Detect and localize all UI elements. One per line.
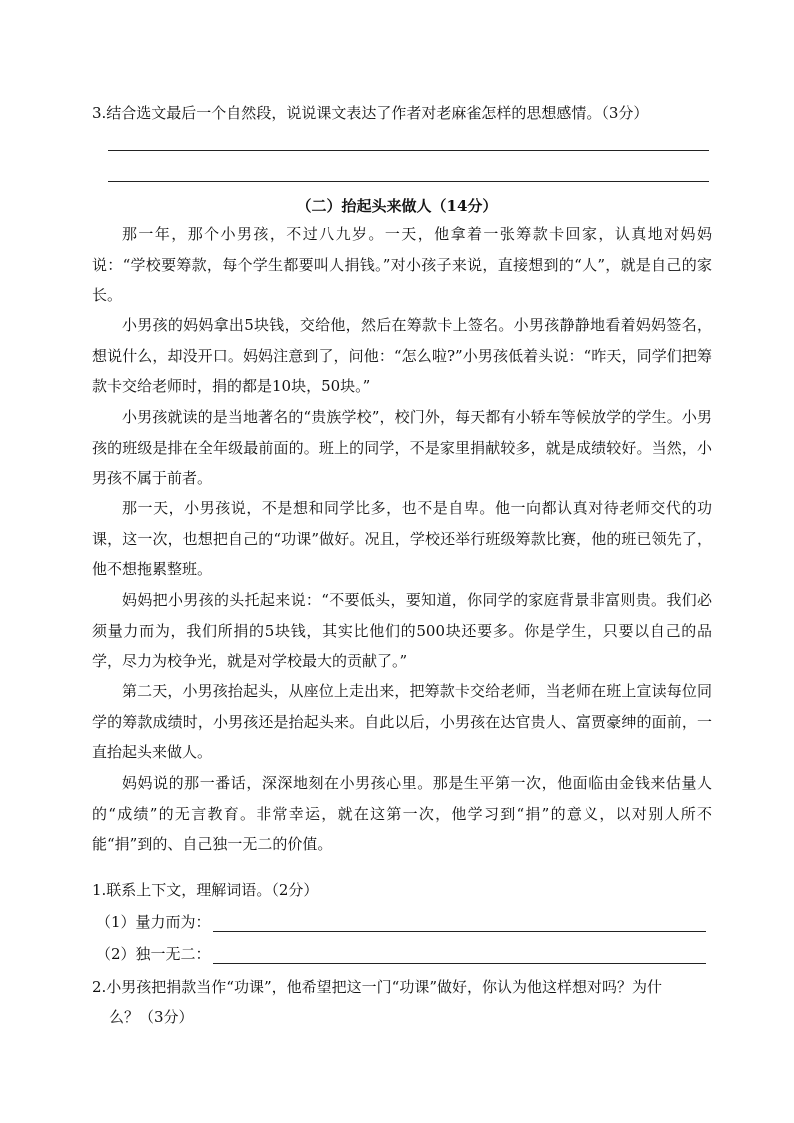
answer-line-1[interactable] — [108, 150, 709, 151]
item-1-answer-blank[interactable] — [213, 915, 706, 932]
paragraph-5: 妈妈把小男孩的头托起来说：“不要低头，要知道，你同学的家庭背景非富则贵。我们必须量力而为，我们所捐的5块钱，其实比他们的500块还要多。你是学生，只要以自己的品学，尽力为校争光，就是对学校最大的贡献了。” — [92, 591, 712, 670]
question-2 — [92, 972, 712, 1032]
question-2-line-1: 2.小男孩把捐款当作“功课”，他希望把这一门“功课”做好，你认为他这样想对吗？为什 — [92, 978, 662, 996]
question-1-item-2 — [96, 944, 706, 964]
question-1-item-1 — [96, 912, 706, 932]
paragraph-6: 第二天，小男孩抬起头，从座位上走出来，把筹款卡交给老师，当老师在班上宣读每位同学的筹款成绩时，小男孩还是抬起头来。自此以后，小男孩在达官贵人、富贾豪绅的面前，一直抬起头来做人。 — [92, 682, 712, 761]
question-2-line-2: 么？（3分） — [109, 1008, 194, 1026]
paragraph-2: 小男孩的妈妈拿出5块钱，交给他，然后在筹款卡上签名。小男孩静静地看着妈妈签名，想说什么，却没开口。妈妈注意到了，问他：“怎么啦?”小男孩低着头说：“昨天，同学们把筹款卡交给老师时，捐的都是10块，50块。” — [92, 316, 712, 395]
paragraph-1: 那一年，那个小男孩，不过八九岁。一天，他拿着一张筹款卡回家，认真地对妈妈说：“学校要筹款，每个学生都要叫人捐钱。”对小孩子来说，直接想到的“人”，就是自己的家长。 — [92, 225, 712, 304]
paragraph-4: 那一天，小男孩说，不是想和同学比多，也不是自卑。他一向都认真对待老师交代的功课，这一次，也想把自己的“功课”做好。况且，学校还举行班级筹款比赛，他的班已领先了，他不想拖累整班。 — [92, 499, 712, 578]
section-title: （二）抬起头来做人（14分） — [296, 197, 498, 215]
item-2-answer-blank[interactable] — [213, 947, 706, 964]
paragraph-3: 小男孩就读的是当地著名的“贵族学校”，校门外，每天都有小轿车等候放学的学生。小男孩的班级是排在全年级最前面的。班上的同学，不是家里捐献较多，就是成绩较好。当然，小男孩不属于前者。 — [92, 408, 712, 487]
paragraph-7: 妈妈说的那一番话，深深地刻在小男孩心里。那是生平第一次，他面临由金钱来估量人的“成绩”的无言教育。非常幸运，就在这第一次，他学习到“捐”的意义，以对别人所不能“捐”到的、自己独一无二的价值。 — [92, 774, 712, 853]
answer-line-2[interactable] — [108, 181, 709, 182]
question-3: 3.结合选文最后一个自然段，说说课文表达了作者对老麻雀怎样的思想感情。（3分） — [92, 104, 649, 122]
item-2-label: （2）独一无二： — [96, 945, 211, 963]
item-1-label: （1）量力而为： — [96, 913, 211, 931]
question-1: 1.联系上下文，理解词语。（2分） — [92, 881, 319, 899]
